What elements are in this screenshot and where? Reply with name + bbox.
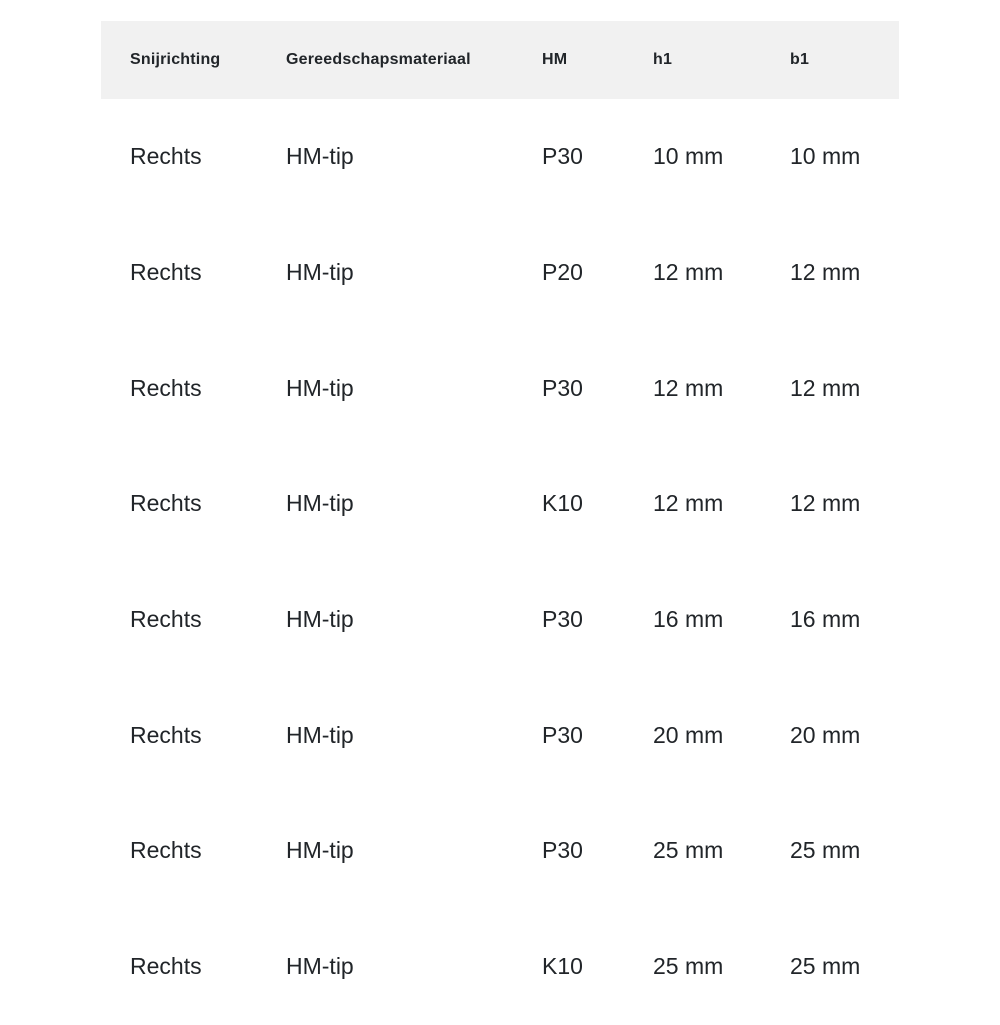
table-cell: HM-tip xyxy=(286,490,354,517)
table-cell: HM-tip xyxy=(286,374,354,401)
table-cell: 16 mm xyxy=(790,606,861,633)
table-cell: 12 mm xyxy=(653,259,724,286)
table-cell: P30 xyxy=(542,837,583,864)
table-body xyxy=(101,99,899,1025)
table-cell: 25 mm xyxy=(653,837,724,864)
table-cell: Rechts xyxy=(130,721,202,748)
table-cell: K10 xyxy=(542,953,583,980)
table-cell: 12 mm xyxy=(653,490,724,517)
column-header-hm: HM xyxy=(542,51,568,68)
table-cell: HM-tip xyxy=(286,837,354,864)
table-cell: Rechts xyxy=(130,143,202,170)
product-spec-table xyxy=(101,21,899,1025)
table-cell: HM-tip xyxy=(286,953,354,980)
table-cell: 25 mm xyxy=(653,953,724,980)
table-row xyxy=(101,909,899,1025)
table-cell: P30 xyxy=(542,606,583,633)
table-cell: HM-tip xyxy=(286,721,354,748)
table-row xyxy=(101,215,899,331)
table-cell: P30 xyxy=(542,721,583,748)
table-cell: P20 xyxy=(542,259,583,286)
table-cell: HM-tip xyxy=(286,143,354,170)
table-cell: Rechts xyxy=(130,490,202,517)
table-row xyxy=(101,330,899,446)
column-header-h1: h1 xyxy=(653,51,673,68)
column-header-gereedschapsmateriaal: Gereedschapsmateriaal xyxy=(286,51,471,68)
table-cell: Rechts xyxy=(130,837,202,864)
table-cell: P30 xyxy=(542,374,583,401)
table-cell: K10 xyxy=(542,490,583,517)
table-cell: Rechts xyxy=(130,953,202,980)
table-cell: 20 mm xyxy=(653,721,724,748)
table-cell: P30 xyxy=(542,143,583,170)
table-cell: 12 mm xyxy=(790,490,861,517)
table-cell: HM-tip xyxy=(286,606,354,633)
table-row xyxy=(101,793,899,909)
column-header-b1: b1 xyxy=(790,51,810,68)
table-cell: Rechts xyxy=(130,606,202,633)
table-row xyxy=(101,677,899,793)
table-cell: 10 mm xyxy=(653,143,724,170)
table-cell: 25 mm xyxy=(790,953,861,980)
table-cell: 16 mm xyxy=(653,606,724,633)
table-cell: 25 mm xyxy=(790,837,861,864)
column-header-snijrichting: Snijrichting xyxy=(130,51,221,68)
table-cell: 12 mm xyxy=(790,259,861,286)
table-cell: HM-tip xyxy=(286,259,354,286)
table-cell: Rechts xyxy=(130,259,202,286)
table-cell: Rechts xyxy=(130,374,202,401)
table-row xyxy=(101,99,899,215)
table-header-row xyxy=(101,21,899,99)
table-cell: 20 mm xyxy=(790,721,861,748)
table-cell: 12 mm xyxy=(653,374,724,401)
table-row xyxy=(101,562,899,678)
table-cell: 10 mm xyxy=(790,143,861,170)
table-row xyxy=(101,446,899,562)
table-cell: 12 mm xyxy=(790,374,861,401)
